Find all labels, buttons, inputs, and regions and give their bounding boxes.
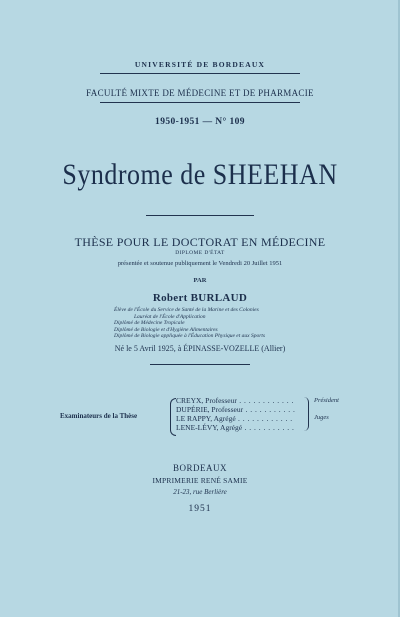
- divider-faculty: [100, 102, 300, 103]
- thesis-heading: THÈSE POUR LE DOCTORAT EN MÉDECINE: [74, 235, 326, 249]
- examiners-label: Examinateurs de la Thèse: [60, 412, 138, 420]
- credential-line: Diplômé de Biologie et d'Hygiène Alimentaires: [114, 326, 218, 333]
- publisher-city: BORDEAUX: [172, 463, 227, 473]
- author-birth: Né le 5 Avril 1925, à ÉPINASSE-VOZELLE (Allier): [114, 344, 286, 353]
- credential-line: Lauréat de l'École d'Application: [134, 313, 206, 320]
- examiner-row: DUPÉRIE, Professeur . . . . . . . . . . .: [176, 405, 296, 414]
- examiner-row: CREYX, Professeur . . . . . . . . . . . .: [176, 396, 294, 405]
- diploma-type: DIPLOME D'ÉTAT: [175, 250, 225, 256]
- thesis-title: Syndrome de SHEEHAN: [62, 157, 338, 192]
- divider-top: [100, 73, 300, 74]
- publisher-printer: IMPRIMERIE RENÉ SAMIE: [152, 476, 248, 485]
- examiner-role: Juges: [314, 414, 329, 421]
- examiner-name: DUPÉRIE, Professeur: [176, 405, 244, 414]
- examiner-role: Président: [314, 397, 339, 404]
- examiner-row: LE RAPPY, Agrégé . . . . . . . . . . . .: [176, 414, 293, 423]
- divider-author: [150, 364, 250, 365]
- presentation-date: présentée et soutenue publiquement le Vendredi 20 Juillet 1951: [117, 260, 283, 267]
- by-label: PAR: [193, 277, 207, 284]
- examiner-name: CREYX, Professeur: [176, 396, 237, 405]
- year-number: 1950-1951 — N° 109: [155, 117, 245, 127]
- credential-line: Élève de l'École du Service de Santé de la Marine et des Colonies: [114, 307, 259, 313]
- author-name: Robert BURLAUD: [152, 292, 248, 304]
- university-name: UNIVERSITÉ DE BORDEAUX: [134, 60, 266, 69]
- credential-line: Diplômé de Médecine Tropicale: [114, 320, 185, 326]
- publisher-address: 21-23, rue Berlière: [173, 488, 227, 496]
- publication-year: 1951: [188, 504, 212, 514]
- examiner-row: LENE-LÉVY, Agrégé . . . . . . . . . . .: [176, 423, 295, 432]
- divider-title: [146, 215, 254, 216]
- examiner-name: LE RAPPY, Agrégé: [176, 414, 236, 423]
- examiner-name: LENE-LÉVY, Agrégé: [176, 423, 243, 432]
- author-credentials: [114, 307, 334, 340]
- faculty-name: FACULTÉ MIXTE DE MÉDECINE ET DE PHARMACIE: [86, 88, 314, 98]
- judges-brace: [304, 397, 309, 431]
- credential-line: Diplômé de Biologie appliquée à l'Éducation Physique et aux Sports: [114, 333, 266, 339]
